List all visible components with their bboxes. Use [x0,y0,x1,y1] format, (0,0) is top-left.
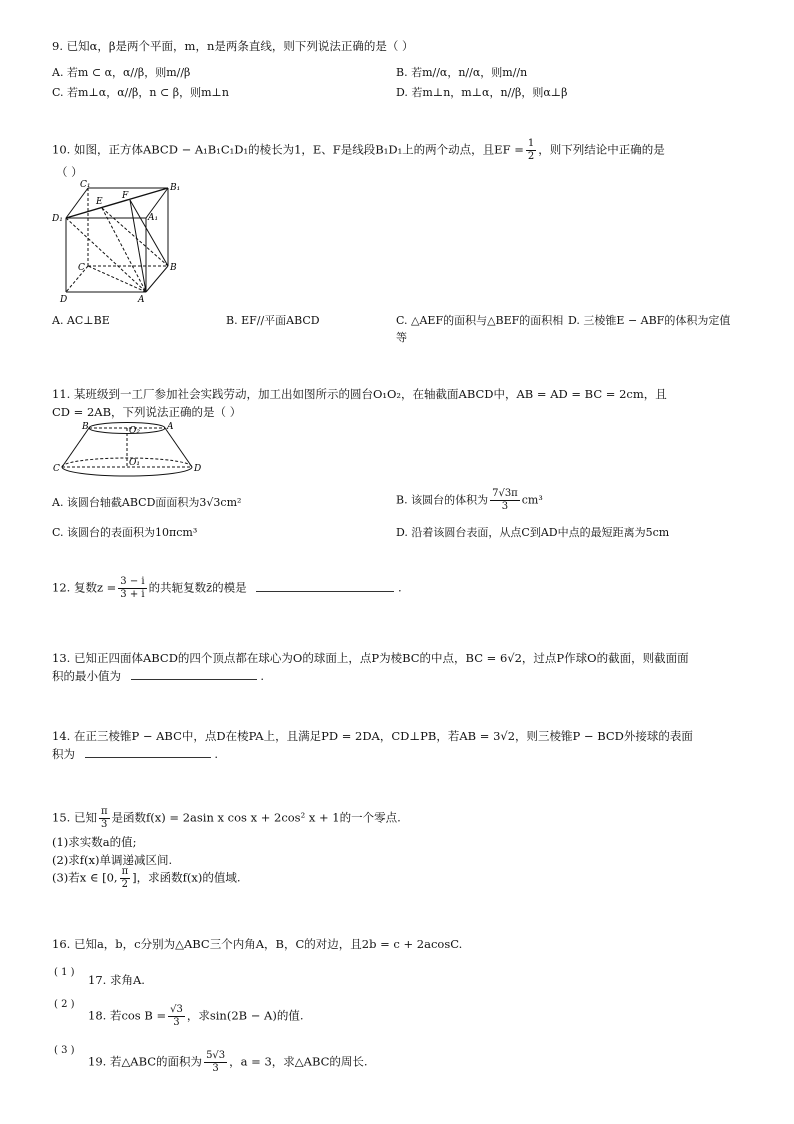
q14-answer-blank[interactable] [85,744,211,758]
q16-part3-den: 3 [212,1063,219,1074]
q15-text-2: 是函数f(x) = 2asin x cos x + 2cos² x + 1的一个零点. [111,810,401,825]
q13-stem-line2 [52,666,264,686]
q16-part2-num: √3 [170,1004,183,1015]
q16-part1-tag: ( 1 ) [54,967,75,978]
q16-part2 [88,1004,303,1029]
q16-part2-tag: ( 2 ) [54,999,75,1010]
q14-text: 积为 [52,747,75,761]
q10-stem-text: 10. 如图，正方体ABCD − A₁B₁C₁D₁的棱长为1，E、F是线段B₁D₁上的两个动点，且EF = [52,142,524,157]
q9-option-c: C. 若m⊥α，α//β，n ⊂ β，则m⊥n [52,86,229,99]
q15-part-1: (1)求实数a的值; [52,835,137,849]
label-c: C [78,263,85,273]
q10-option-c: C. △AEF的面积与△BEF的面积相等 [396,314,564,344]
q16-part1: 17. 求角A. [88,973,145,987]
q12-fraction [118,576,146,601]
frustum-figure [52,418,202,480]
label-b1: B₁ [170,183,181,193]
q14-stem-line1: 14. 在正三棱锥P − ABC中，点D在棱PA上，且满足PD = 2DA，CD⊥PB，若AB = 3√2，则三棱锥P − BCD外接球的表面 [52,729,693,743]
q16-part3-text: 19. 若△ABC的面积为 [88,1054,203,1069]
q9-stem: 9. 已知α，β是两个平面，m，n是两条直线，则下列说法正确的是（ ） [52,39,414,53]
q11-option-a: A. 该圆台轴截ABCD面面积为3√3cm² [52,496,242,509]
label-d1: D₁ [52,214,63,224]
q13-answer-blank[interactable] [131,666,257,680]
q15-part3-text-2: ]，求函数f(x)的值域. [132,870,241,885]
q11-option-b-unit: cm³ [521,493,543,507]
cube-figure [52,180,192,305]
q12-num: 3 − i [120,576,145,587]
q12-answer-blank[interactable] [256,578,394,592]
q15-num: π [100,806,108,817]
q15-part3-text: (3)若x ∈ [0, [52,870,118,885]
q10-fraction [526,138,536,163]
label-b: B [82,422,89,432]
q16-part3-frac [204,1050,227,1075]
label-e: E [96,197,103,207]
q10-frac-num: 1 [527,138,535,149]
q11-option-b [396,488,543,513]
q10-option-a: A. AC⊥BE [52,314,110,327]
label-f: F [122,191,129,201]
q11-option-d: D. 沿着该圆台表面，从点C到AD中点的最短距离为5cm [396,526,670,539]
q11-b-num: 7√3π [492,488,518,499]
q16-part3-num: 5√3 [206,1050,226,1061]
q16-part3-tag: ( 3 ) [54,1045,75,1056]
label-d: D [194,464,202,474]
label-c: C [53,464,60,474]
q14-stem-line2 [52,744,218,764]
label-b: B [170,263,177,273]
label-c1: C₁ [80,180,91,190]
q12-text: 12. 复数z = [52,580,117,595]
q13-end: . [260,669,264,683]
q14-end: . [214,747,218,761]
q11-option-b-text: B. 该圆台的体积为 [396,493,489,507]
q15-part3-num: π [121,866,129,877]
q16-stem: 16. 已知a，b，c分别为△ABC三个内角A，B，C的对边，且2b = c + 2acosC. [52,937,463,951]
q15-stem [52,806,401,831]
q15-text: 15. 已知 [52,810,97,825]
q11-b-den: 3 [501,501,509,512]
q10-option-b: B. EF//平面ABCD [226,314,320,327]
label-o2: O₂ [129,426,140,436]
q11-option-c: C. 该圆台的表面积为10πcm³ [52,526,198,539]
q13-stem-line1: 13. 已知正四面体ABCD的四个顶点都在球心为O的球面上，点P为棱BC的中点，BC = 6√2，过点P作球O的截面，则截面面 [52,651,689,665]
q15-part3-frac [120,866,131,891]
q11-option-b-frac [490,488,520,513]
q10-stem [52,138,665,163]
q11-stem-line1: 11. 某班级到一工厂参加社会实践劳动，加工出如图所示的圆台O₁O₂，在轴截面ABCD中，AB = AD = BC = 2cm，且 [52,387,667,401]
q10-frac-den: 2 [527,151,535,162]
q15-part-2: (2)求f(x)单调递减区间. [52,853,173,867]
q9-option-b: B. 若m//α，n//α，则m//n [396,66,528,79]
label-o1: O₁ [129,458,140,468]
q10-paren: （ ） [56,165,83,179]
label-d: D [60,295,68,305]
q16-part2-text: 18. 若cos B = [88,1008,167,1023]
q12-stem [52,576,402,601]
q13-text: 积的最小值为 [52,669,121,683]
q12-text-2: 的共轭复数z̄的模是 [148,580,247,595]
label-a: A [167,422,174,432]
label-a1: A₁ [148,213,159,223]
q9-option-d: D. 若m⊥n，m⊥α，n//β，则α⊥β [396,86,568,99]
q10-option-d: D. 三棱锥E − ABF的体积为定值 [568,314,731,327]
label-a: A [138,295,145,305]
q16-part2-den: 3 [173,1017,180,1028]
q16-part3-text-2: ，a = 3，求△ABC的周长. [229,1054,368,1069]
q16-part2-frac [168,1004,185,1029]
q10-stem-text-2: ，则下列结论中正确的是 [538,142,665,157]
q12-den: 3 + i [120,589,145,600]
q15-part3-den: 2 [121,879,129,890]
q9-option-a: A. 若m ⊂ α，α//β，则m//β [52,66,191,79]
q15-part-3 [52,866,241,891]
q16-part3 [88,1050,368,1075]
q16-part2-text-2: ，求sin(2B − A)的值. [186,1008,304,1023]
q12-end: . [397,580,402,595]
q15-den: 3 [101,819,108,830]
q15-fraction [99,806,110,831]
q11-stem-line2: CD = 2AB，下列说法正确的是（ ） [52,405,242,419]
